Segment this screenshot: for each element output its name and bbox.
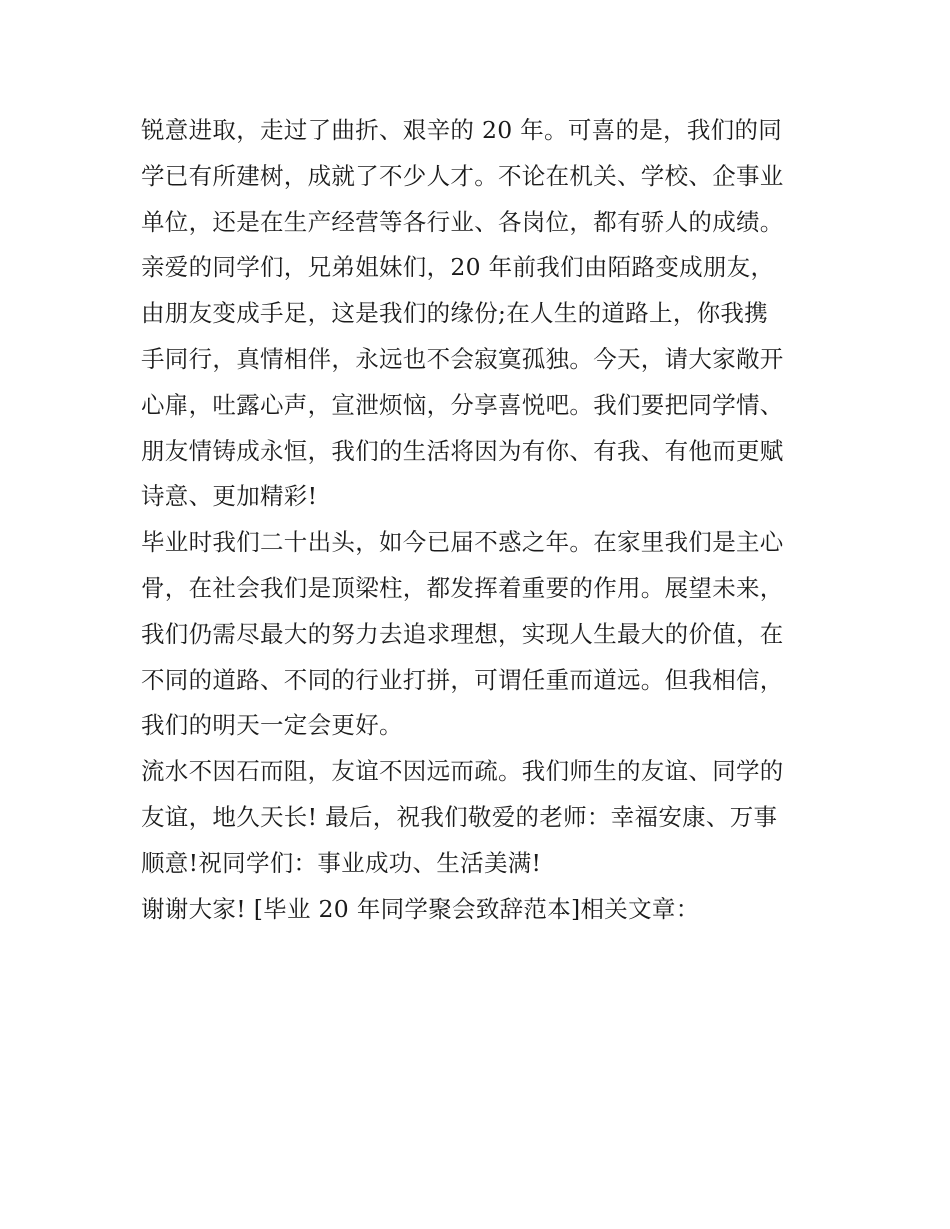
text-line: 朋友情铸成永恒，我们的生活将因为有你、有我、有他而更赋 — [141, 436, 784, 465]
text-line: 我们仍需尽最大的努力去追求理想，实现人生最大的价值，在 — [141, 619, 784, 648]
text-line: 心扉，吐露心声，宣泄烦恼，分享喜悦吧。我们要把同学情、 — [141, 390, 784, 419]
text-line: 手同行，真情相伴，永远也不会寂寞孤独。今天，请大家敞开 — [141, 344, 784, 373]
text-line: 我们的明天一定会更好。 — [141, 711, 403, 740]
text-line: 学已有所建树，成就了不少人才。不论在机关、学校、企事业 — [141, 161, 784, 190]
text-line: 毕业时我们二十出头，如今已届不惑之年。在家里我们是主心 — [141, 528, 784, 557]
text-line: 单位，还是在生产经营等各行业、各岗位，都有骄人的成绩。 — [141, 207, 784, 236]
text-line: 顺意!祝同学们：事业成功、生活美满! — [141, 848, 542, 877]
text-line: 由朋友变成手足，这是我们的缘份;在人生的道路上，你我携 — [141, 299, 769, 328]
text-line: 友谊，地久天长! 最后，祝我们敬爱的老师：幸福安康、万事 — [141, 802, 778, 831]
document-body — [141, 108, 831, 932]
text-line: 不同的道路、不同的行业打拼，可谓任重而道远。但我相信， — [141, 665, 784, 694]
text-line: 锐意进取，走过了曲折、艰辛的 20 年。可喜的是，我们的同 — [141, 116, 783, 144]
text-line: 骨，在社会我们是顶梁柱，都发挥着重要的作用。展望未来， — [141, 573, 784, 602]
text-line: 谢谢大家! [毕业 20 年同学聚会致辞范本]相关文章： — [141, 894, 700, 923]
text-line: 诗意、更加精彩! — [141, 482, 318, 511]
text-line: 亲爱的同学们，兄弟姐妹们，20 年前我们由陌路变成朋友， — [141, 253, 775, 282]
text-line: 流水不因石而阻，友谊不因远而疏。我们师生的友谊、同学的 — [141, 757, 784, 786]
